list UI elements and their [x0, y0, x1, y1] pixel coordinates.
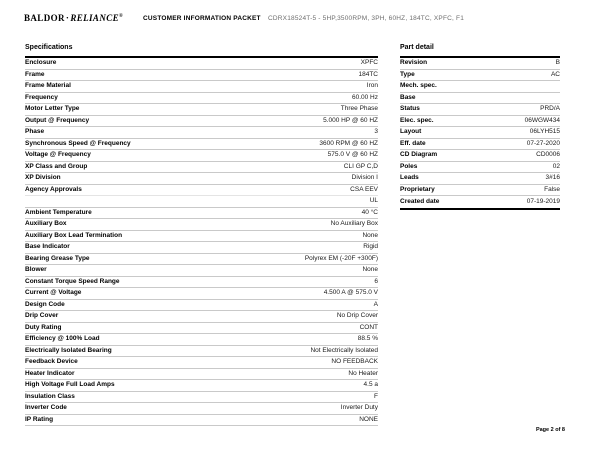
- part-row-label: CD Diagram: [400, 151, 438, 158]
- spec-row-label: Drip Cover: [25, 312, 59, 319]
- spec-row-label: XP Class and Group: [25, 162, 88, 170]
- spec-row-value: CLI GP C,D: [343, 162, 378, 170]
- spec-row-label: Inverter Code: [25, 404, 67, 411]
- part-detail-table: [400, 56, 560, 210]
- part-row-label: Revision: [400, 59, 428, 66]
- spec-table-row: [25, 150, 378, 162]
- product-code: CDRX18524T-5 - 5HP,3500RPM, 3PH, 60HZ, 184TC, XPFC, F1: [268, 15, 465, 22]
- spec-table-row: [25, 81, 378, 93]
- spec-row-label: Frequency: [25, 93, 58, 101]
- part-row-label: Status: [400, 105, 420, 112]
- spec-row-value: NO FEEDBACK: [331, 358, 378, 365]
- spec-row-label: Heater Indicator: [25, 369, 75, 377]
- part-detail-heading: Part detail: [400, 44, 434, 51]
- spec-row-value: 5.000 HP @ 60 HZ: [323, 116, 378, 124]
- spec-row-value: CONT: [359, 323, 378, 331]
- spec-row-label: Electrically Isolated Bearing: [25, 346, 112, 354]
- spec-table-row: [25, 208, 378, 220]
- spec-table-row: [25, 346, 378, 358]
- logo-text-baldor: BALDOR: [24, 13, 65, 23]
- part-row-value: PRD/A: [540, 105, 560, 112]
- spec-row-label: Duty Rating: [25, 323, 62, 331]
- spec-row-value: Polyrex EM (-20F +300F): [304, 254, 378, 262]
- doc-title: CUSTOMER INFORMATION PACKET: [143, 15, 261, 22]
- part-table-row: [400, 173, 560, 185]
- spec-row-value: Three Phase: [340, 105, 378, 112]
- spec-row-value: 40 °C: [361, 208, 378, 216]
- part-row-value: 02: [552, 162, 560, 170]
- spec-table-row: [25, 162, 378, 174]
- spec-row-value: Division I: [351, 174, 378, 181]
- part-table-row: [400, 93, 560, 105]
- spec-table-row: [25, 311, 378, 323]
- spec-table-row: [25, 415, 378, 427]
- spec-table-row: [25, 104, 378, 116]
- spec-row-value: None: [362, 266, 378, 273]
- spec-row-label: Constant Torque Speed Range: [25, 277, 120, 285]
- spec-row-value: None: [362, 231, 378, 239]
- spec-table-row: [25, 254, 378, 266]
- part-table-row: [400, 185, 560, 197]
- part-table-row: [400, 162, 560, 174]
- spec-table-row: [25, 93, 378, 105]
- spec-row-label: Bearing Grease Type: [25, 254, 90, 262]
- spec-row-value: UL: [369, 197, 378, 204]
- spec-table-row: [25, 185, 378, 197]
- spec-row-label: Phase: [25, 128, 45, 135]
- spec-row-label: Synchronous Speed @ Frequency: [25, 139, 131, 147]
- spec-row-value: 4.500 A @ 575.0 V: [323, 289, 378, 296]
- part-row-value: 3#16: [545, 174, 560, 181]
- spec-table-row: [25, 300, 378, 312]
- spec-row-label: Auxiliary Box Lead Termination: [25, 231, 123, 239]
- part-row-label: Poles: [400, 162, 418, 170]
- part-row-label: Proprietary: [400, 185, 435, 193]
- spec-row-value: 6: [374, 277, 378, 285]
- spec-row-label: Insulation Class: [25, 392, 75, 400]
- part-table-row: [400, 150, 560, 162]
- logo-dot-icon: ·: [65, 13, 70, 23]
- spec-row-value: No Heater: [348, 369, 378, 377]
- spec-table-row: [25, 403, 378, 415]
- part-row-label: Base: [400, 93, 416, 101]
- spec-table-row: [25, 380, 378, 392]
- specifications-table: [25, 56, 378, 426]
- page-header: [24, 13, 576, 25]
- spec-row-label: Frame Material: [25, 82, 71, 89]
- spec-table-row: [25, 219, 378, 231]
- spec-row-label: Design Code: [25, 300, 65, 308]
- logo-text-reliance: RELIANCE: [70, 13, 120, 23]
- spec-row-label: Frame: [25, 70, 45, 78]
- spec-table-row: [25, 127, 378, 139]
- spec-row-value: CSA EEV: [350, 185, 378, 193]
- spec-row-value: No Auxiliary Box: [330, 220, 378, 227]
- spec-row-value: Not Electrically Isolated: [310, 346, 378, 354]
- registered-trademark-icon: ®: [119, 14, 124, 19]
- spec-row-value: Rigid: [363, 243, 378, 250]
- part-table-row: [400, 196, 560, 208]
- spec-table-row: [25, 139, 378, 151]
- spec-table-row: [25, 277, 378, 289]
- page-number: Page 2 of 8: [535, 427, 565, 433]
- spec-row-label: Enclosure: [25, 59, 57, 66]
- part-row-value: CD0006: [536, 151, 560, 158]
- part-row-label: Type: [400, 70, 415, 78]
- spec-row-value: Iron: [366, 82, 378, 89]
- spec-row-label: Blower: [25, 266, 47, 273]
- spec-table-row: [25, 265, 378, 277]
- part-row-label: Layout: [400, 128, 422, 135]
- spec-row-label: IP Rating: [25, 415, 54, 423]
- part-row-value: 07-27-2020: [526, 139, 560, 147]
- part-row-label: Elec. spec.: [400, 116, 434, 124]
- spec-row-value: XPFC: [360, 59, 378, 66]
- part-row-value: False: [544, 185, 560, 193]
- spec-row-value: 3600 RPM @ 60 HZ: [319, 139, 378, 147]
- spec-row-label: Auxiliary Box: [25, 220, 67, 227]
- spec-table-row: [25, 231, 378, 243]
- part-row-label: Eff. date: [400, 139, 426, 147]
- spec-row-value: 88.5 %: [357, 335, 378, 342]
- spec-table-row: [25, 357, 378, 369]
- spec-table-row: [25, 369, 378, 381]
- spec-table-row: [25, 242, 378, 254]
- spec-row-label: Feedback Device: [25, 358, 78, 365]
- spec-table-row: [25, 334, 378, 346]
- spec-table-row: [25, 70, 378, 82]
- spec-table-row: [25, 58, 378, 70]
- spec-table-row: [25, 196, 378, 208]
- spec-row-label: Ambient Temperature: [25, 208, 92, 216]
- part-table-row: [400, 70, 560, 82]
- spec-row-value: 184TC: [358, 70, 378, 78]
- spec-row-value: No Drip Cover: [336, 312, 378, 319]
- spec-row-label: XP Division: [25, 174, 61, 181]
- part-table-row: [400, 58, 560, 70]
- spec-row-value: Inverter Duty: [340, 404, 378, 411]
- spec-row-value: 3: [374, 128, 378, 135]
- spec-table-row: [25, 392, 378, 404]
- spec-row-label: Current @ Voltage: [25, 289, 82, 296]
- spec-row-label: Efficiency @ 100% Load: [25, 335, 100, 342]
- part-table-row: [400, 104, 560, 116]
- part-row-value: 07-19-2019: [526, 197, 560, 205]
- spec-row-value: 60.00 Hz: [351, 93, 378, 101]
- spec-row-label: Base Indicator: [25, 243, 70, 250]
- part-row-label: Leads: [400, 174, 419, 181]
- spec-row-label: Motor Letter Type: [25, 105, 80, 112]
- spec-row-value: A: [373, 300, 378, 308]
- spec-row-label: Output @ Frequency: [25, 116, 90, 124]
- part-table-row: [400, 127, 560, 139]
- part-row-value: AC: [550, 70, 560, 78]
- part-row-value: 06LYH515: [529, 128, 560, 135]
- part-row-label: Created date: [400, 197, 440, 205]
- part-table-row: [400, 81, 560, 93]
- spec-row-label: Agency Approvals: [25, 185, 82, 193]
- part-row-value: 06WGW434: [524, 116, 560, 124]
- part-table-row: [400, 139, 560, 151]
- spec-table-row: [25, 288, 378, 300]
- spec-row-label: High Voltage Full Load Amps: [25, 381, 115, 388]
- spec-table-row: [25, 116, 378, 128]
- part-row-value: B: [555, 59, 560, 66]
- spec-row-value: F: [374, 392, 378, 400]
- spec-row-value: NONE: [359, 415, 378, 423]
- spec-table-row: [25, 173, 378, 185]
- spec-row-value: 4.5 a: [363, 381, 378, 388]
- specifications-heading: Specifications: [25, 44, 73, 51]
- spec-row-label: Voltage @ Frequency: [25, 151, 91, 158]
- baldor-reliance-logo: [24, 13, 123, 23]
- part-row-label: Mech. spec.: [400, 82, 437, 89]
- part-table-row: [400, 116, 560, 128]
- spec-table-row: [25, 323, 378, 335]
- spec-row-value: 575.0 V @ 60 HZ: [327, 151, 378, 158]
